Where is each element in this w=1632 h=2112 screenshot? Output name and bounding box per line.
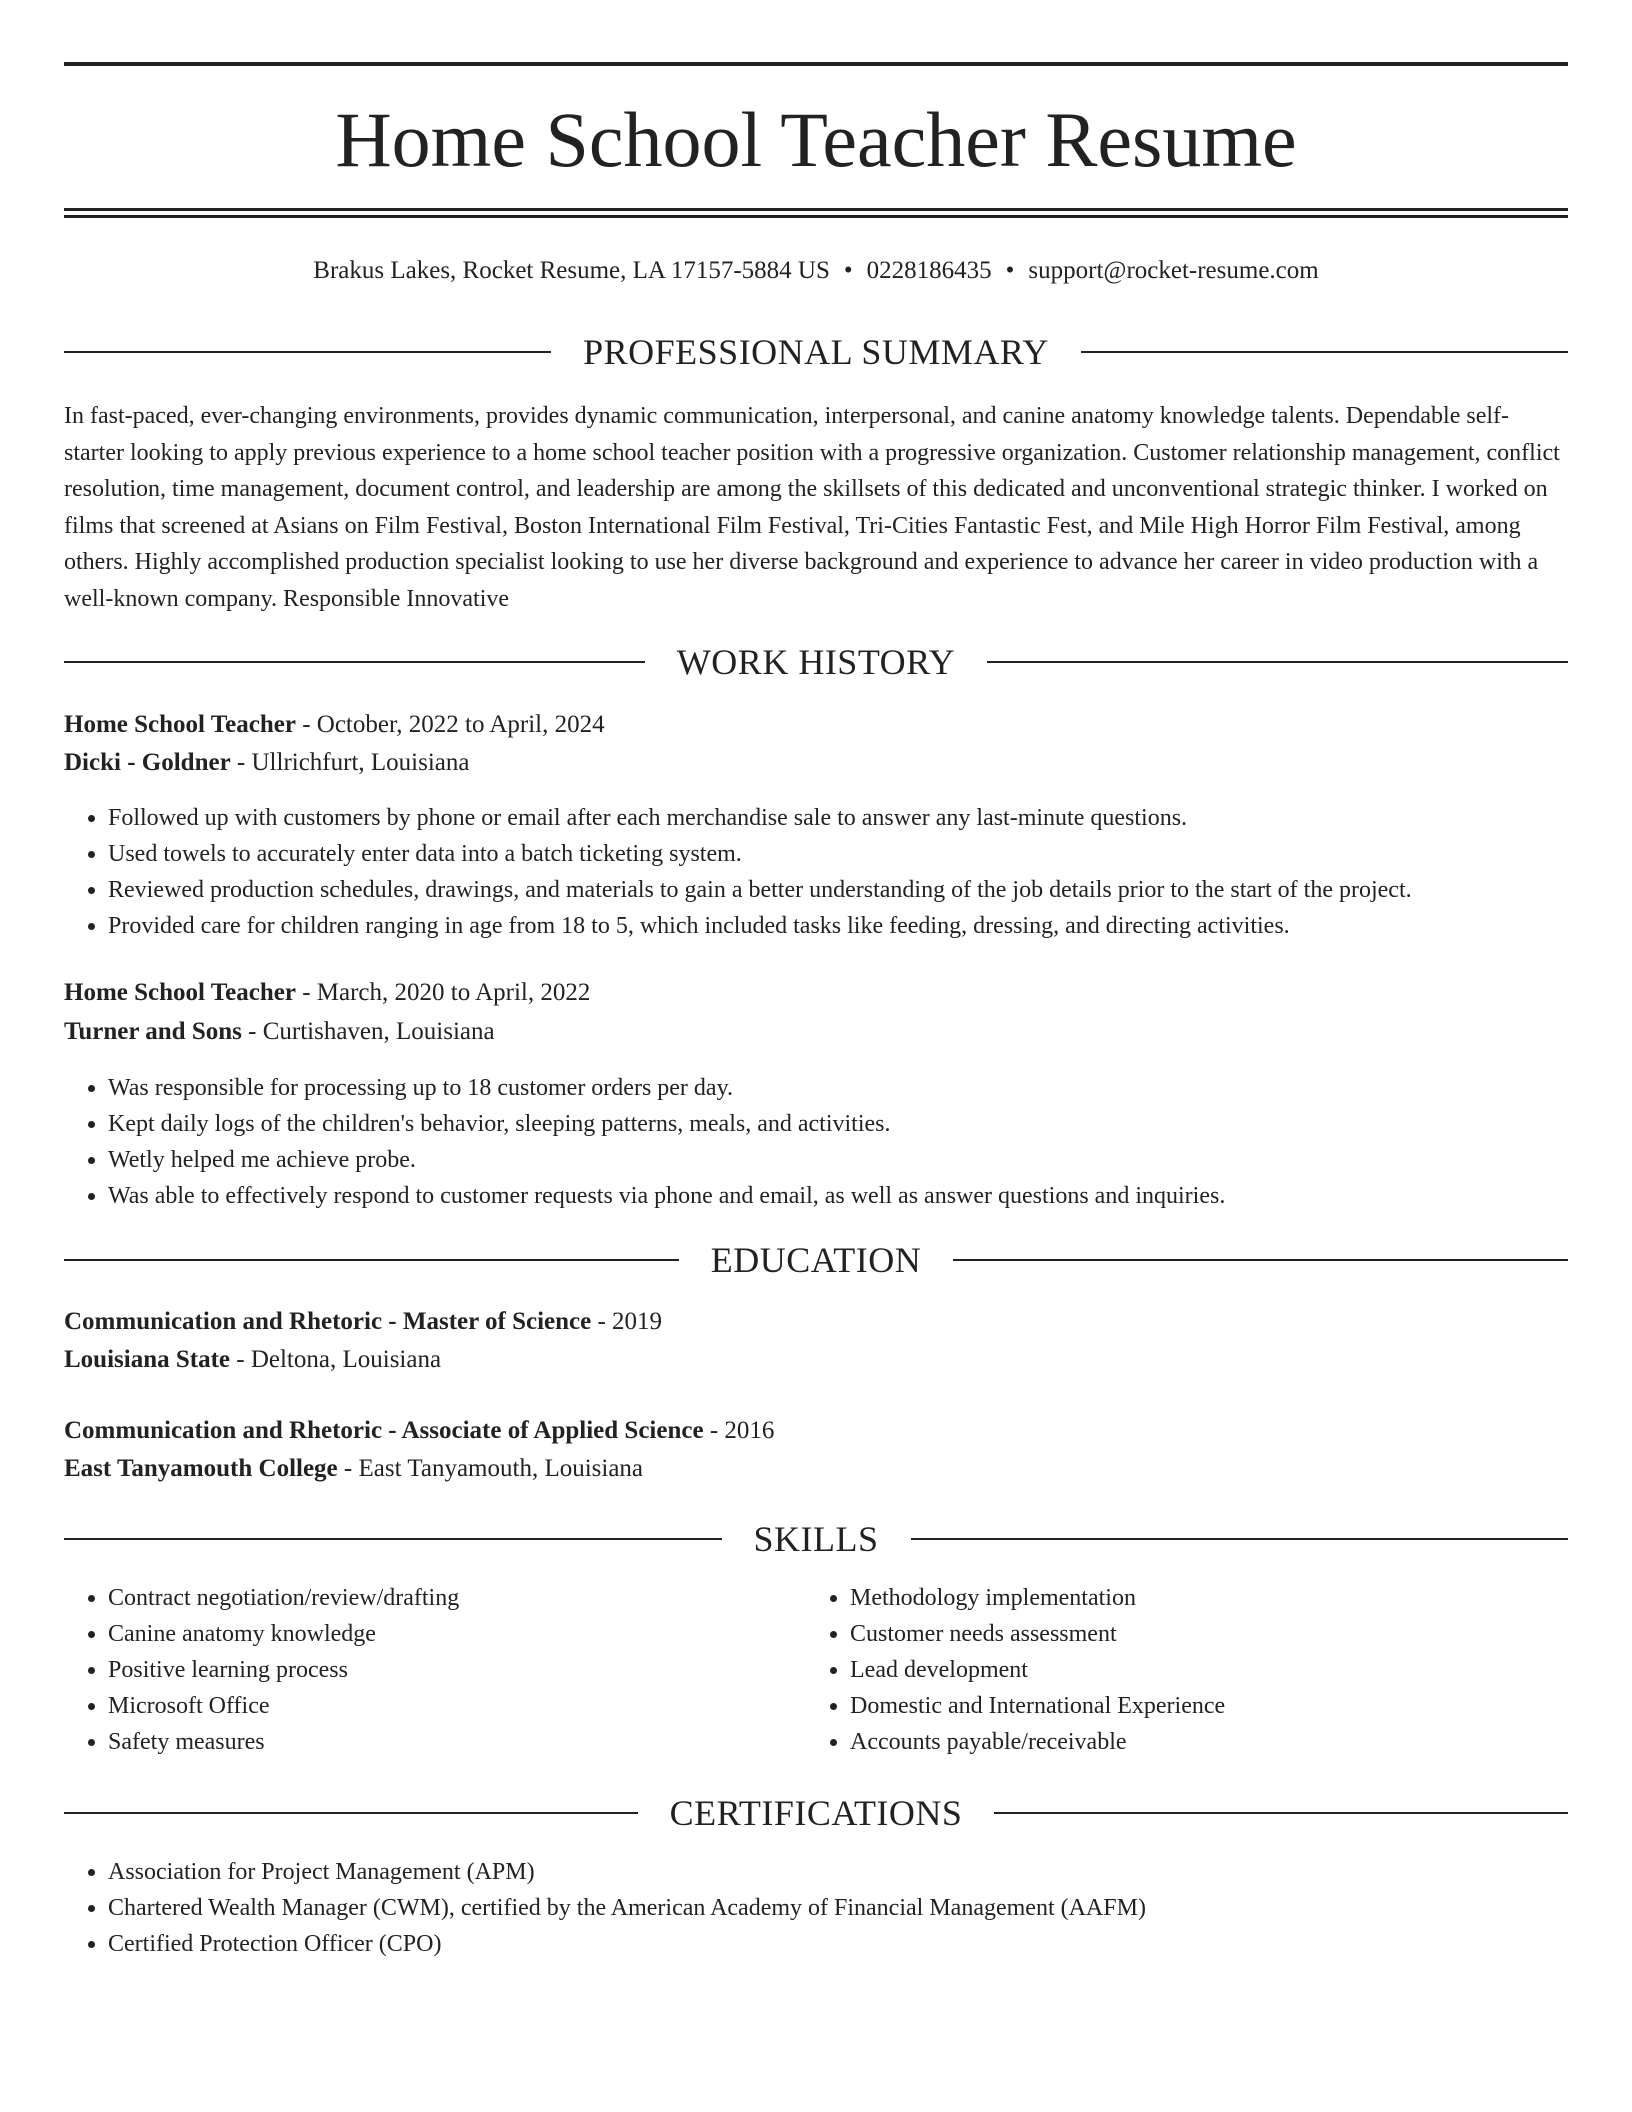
school-row <box>64 1341 1568 1379</box>
job-company: Turner and Sons <box>64 1018 242 1045</box>
job-location: - Ullrichfurt, Louisiana <box>230 749 470 776</box>
skill-item: • Safety measures <box>108 1724 808 1760</box>
heading-rule <box>64 351 551 353</box>
job-title-row <box>64 973 1568 1013</box>
title-double-rule <box>64 208 1568 218</box>
heading-rule <box>987 661 1568 663</box>
certifications-title: CERTIFICATIONS <box>669 1793 963 1833</box>
job-entry <box>64 706 1568 782</box>
contact-address: Brakus Lakes, Rocket Resume, LA 17157-5884 US <box>313 257 830 284</box>
certifications-heading <box>64 1791 1568 1835</box>
skill-item: • Lead development <box>850 1652 1550 1688</box>
skill-item: • Accounts payable/receivable <box>850 1724 1550 1760</box>
job-title-row <box>64 706 1568 744</box>
job-duties-list <box>64 800 1568 944</box>
top-rule <box>64 62 1568 66</box>
list-item: • Followed up with customers by phone or email after each merchandise sale to answer any last-minute questions. <box>108 800 1568 836</box>
job-entry <box>64 973 1568 1051</box>
contact-separator: • <box>843 257 853 284</box>
heading-rule <box>64 1812 638 1814</box>
resume-title: Home School Teacher Resume <box>335 96 1297 183</box>
school-name: Louisiana State <box>64 1346 231 1373</box>
job-role: Home School Teacher <box>64 711 296 738</box>
heading-rule <box>64 1259 679 1261</box>
contact-separator: • <box>1005 257 1015 284</box>
skills-list-right <box>806 1580 1550 1760</box>
list-item: • Was able to effectively respond to customer requests via phone and email, as well as answer questions and inquiries. <box>108 1178 1568 1214</box>
skill-item: • Methodology implementation <box>850 1580 1550 1616</box>
education-heading <box>64 1238 1568 1282</box>
contact-email: support@rocket-resume.com <box>1028 257 1319 284</box>
job-location: - Curtishaven, Louisiana <box>241 1018 495 1045</box>
job-company: Dicki - Goldner <box>64 749 231 776</box>
skills-title: SKILLS <box>753 1519 879 1559</box>
degree-year: - 2019 <box>591 1308 663 1335</box>
education-title: EDUCATION <box>710 1240 922 1280</box>
list-item: • Reviewed production schedules, drawings, and materials to gain a better understanding of the job details prior to the start of the project. <box>108 872 1568 908</box>
school-location: - Deltona, Louisiana <box>230 1346 442 1373</box>
list-item: • Kept daily logs of the children's behavior, sleeping patterns, meals, and activities. <box>108 1106 1568 1142</box>
skill-item: • Canine anatomy knowledge <box>108 1616 808 1652</box>
list-item: • Wetly helped me achieve probe. <box>108 1142 1568 1178</box>
skills-heading <box>64 1517 1568 1561</box>
degree-row <box>64 1412 1568 1450</box>
heading-rule <box>64 1538 722 1540</box>
degree-row <box>64 1303 1568 1341</box>
skill-item: • Contract negotiation/review/drafting <box>108 1580 808 1616</box>
work-title: WORK HISTORY <box>676 642 956 682</box>
degree-year: - 2016 <box>703 1417 775 1444</box>
heading-rule <box>994 1812 1568 1814</box>
skill-item: • Microsoft Office <box>108 1688 808 1724</box>
heading-rule <box>1081 351 1568 353</box>
summary-title: PROFESSIONAL SUMMARY <box>583 332 1049 372</box>
list-item: • Used towels to accurately enter data into a batch ticketing system. <box>108 836 1568 872</box>
skill-item: • Positive learning process <box>108 1652 808 1688</box>
certification-item: • Association for Project Management (APM) <box>108 1854 1568 1890</box>
school-name: East Tanyamouth College <box>64 1455 338 1482</box>
list-item: • Provided care for children ranging in age from 18 to 5, which included tasks like feeding, dressing, and directing activities. <box>108 908 1568 944</box>
certification-item: • Chartered Wealth Manager (CWM), certified by the American Academy of Financial Management (AAFM) <box>108 1890 1568 1926</box>
summary-heading <box>64 330 1568 374</box>
skill-item: • Customer needs assessment <box>850 1616 1550 1652</box>
job-company-row <box>64 744 1568 782</box>
contact-phone: 0228186435 <box>866 257 992 284</box>
job-dates: - October, 2022 to April, 2024 <box>295 711 605 738</box>
certification-item: • Certified Protection Officer (CPO) <box>108 1926 1568 1962</box>
job-dates: - March, 2020 to April, 2022 <box>295 979 591 1006</box>
list-item: • Was responsible for processing up to 18 customer orders per day. <box>108 1070 1568 1106</box>
heading-rule <box>64 661 645 663</box>
education-entry <box>64 1412 1568 1488</box>
work-heading <box>64 640 1568 684</box>
job-role: Home School Teacher <box>64 979 296 1006</box>
heading-rule <box>953 1259 1568 1261</box>
education-entry <box>64 1303 1568 1379</box>
skill-item: • Domestic and International Experience <box>850 1688 1550 1724</box>
school-location: - East Tanyamouth, Louisiana <box>337 1455 644 1482</box>
job-duties-list <box>64 1070 1568 1214</box>
summary-text: In fast-paced, ever-changing environments, provides dynamic communication, interpersonal, and canine anatomy knowledge talents. Dependable self-starter looking to apply previous experience to a home school teacher position with a progressive organization. Customer relationship management, conflict resolution, time management, document control, and leadership are among the skillsets of this dedicated and unconventional strategic thinker. I worked on films that screened at Asians on Film Festival, Boston International Film Festival, Tri-Cities Fantastic Fest, and Mile High Horror Film Festival, among others. Highly accomplished production specialist looking to use her diverse background and experience to advance her career in video production with a well-known company. Responsible Innovative <box>64 403 1560 612</box>
school-row <box>64 1450 1568 1488</box>
certifications-list <box>64 1854 1568 1962</box>
skills-list-left <box>64 1580 808 1760</box>
contact-line <box>64 254 1568 288</box>
degree-name: Communication and Rhetoric - Master of Science <box>64 1308 592 1335</box>
heading-rule <box>911 1538 1569 1540</box>
job-company-row <box>64 1013 1568 1051</box>
degree-name: Communication and Rhetoric - Associate of Applied Science <box>64 1417 704 1444</box>
